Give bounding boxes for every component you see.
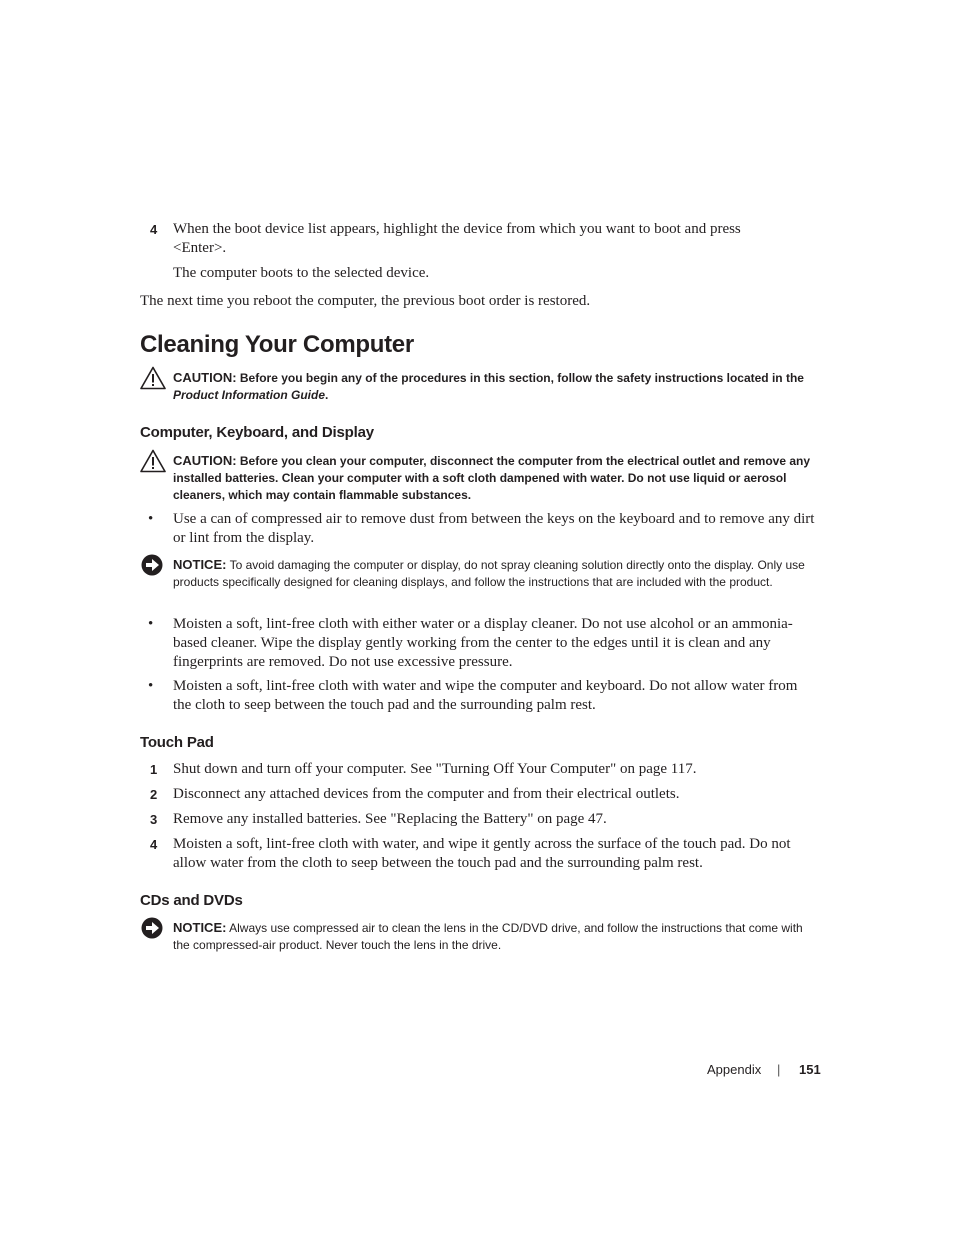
notice-arrow-icon (140, 916, 166, 940)
step-text: When the boot device list appears, highlight the device from which you want to boot and press <Enter>. (173, 221, 741, 256)
step-text: Moisten a soft, lint-free cloth with water, and wipe it gently across the surface of the touch pad. Do not allow water from the cloth to seep between the touch pad and the surrounding palm rest. (173, 836, 791, 871)
footer-separator: | (777, 1062, 781, 1077)
step-text: Disconnect any attached devices from the computer and from their electrical outlets. (173, 786, 680, 802)
caution-text: Before you begin any of the procedures in this section, follow the safety instructions located in the (239, 371, 804, 385)
caution-note (173, 369, 818, 404)
notice-label: NOTICE: (173, 557, 227, 572)
notice-note (173, 919, 818, 954)
product-guide-reference: Product Information Guide (173, 388, 325, 402)
step-result: The computer boots to the selected device. (173, 265, 430, 281)
subsection-title-keyboard: Computer, Keyboard, and Display (140, 424, 374, 441)
step-number: 4 (150, 222, 158, 237)
step-number: 3 (150, 812, 158, 827)
caution-triangle-icon (140, 449, 166, 473)
caution-note (173, 452, 818, 504)
bullet-dot: • (148, 616, 154, 632)
bullet-dot: • (148, 678, 154, 694)
caution-label: CAUTION: (173, 453, 237, 468)
footer-section: Appendix (707, 1062, 762, 1077)
step-number: 1 (150, 762, 158, 777)
notice-text: To avoid damaging the computer or display, do not spray cleaning solution directly onto the display. Only use products specifically designed for cleaning displays, and follow the instructions that are included with the product. (173, 558, 805, 589)
caution-label: CAUTION: (173, 370, 237, 385)
caution-text: Before you clean your computer, disconnect the computer from the electrical outlet and remove any installed batteries. Clean your computer with a soft cloth dampened with water. Do not use liquid or aerosol cleaners, which may contain flammable substances. (173, 454, 811, 502)
step-text: Remove any installed batteries. See "Replacing the Battery" on page 47. (173, 811, 607, 827)
caution-end: . (325, 388, 329, 402)
section-title: Cleaning Your Computer (140, 331, 414, 358)
step-text: Shut down and turn off your computer. See "Turning Off Your Computer" on page 117. (173, 761, 697, 777)
page-number: 151 (799, 1062, 821, 1077)
notice-note (173, 556, 818, 591)
bullet-dot: • (148, 511, 154, 527)
reboot-note: The next time you reboot the computer, the previous boot order is restored. (140, 293, 591, 309)
bullet-text: Moisten a soft, lint-free cloth with either water or a display cleaner. Do not use alcohol or an ammonia-based cleaner. Wipe the display gently working from the center to the edges until it is clean and any fingerprints are removed. Do not use excessive pressure. (173, 616, 793, 670)
step-number: 4 (150, 837, 158, 852)
caution-triangle-icon (140, 366, 166, 390)
notice-arrow-icon (140, 553, 166, 577)
notice-label: NOTICE: (173, 920, 227, 935)
notice-text: Always use compressed air to clean the lens in the CD/DVD drive, and follow the instructions that come with the compressed-air product. Never touch the lens in the drive. (173, 921, 803, 952)
bullet-text: Use a can of compressed air to remove dust from between the keys on the keyboard and to remove any dirt or lint from the display. (173, 511, 815, 546)
step-number: 2 (150, 787, 158, 802)
subsection-title-touchpad: Touch Pad (140, 734, 214, 751)
bullet-text: Moisten a soft, lint-free cloth with water and wipe the computer and keyboard. Do not allow water from the cloth to seep between the touch pad and the surrounding palm rest. (173, 678, 798, 713)
subsection-title-cds: CDs and DVDs (140, 892, 243, 909)
